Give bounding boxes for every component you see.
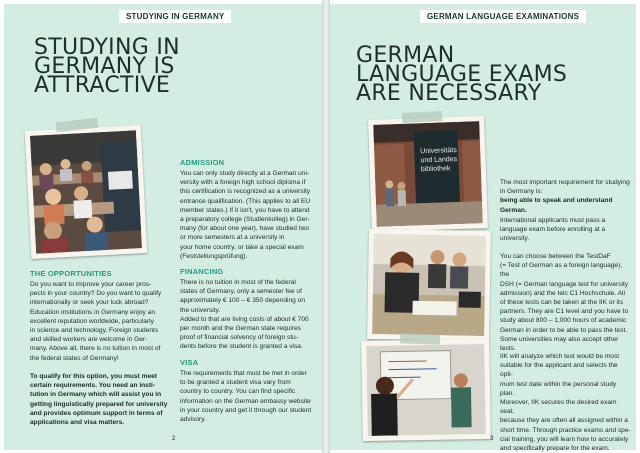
page-number: 2 bbox=[172, 436, 176, 442]
opportunities-heading: THE OPPORTUNITIES bbox=[30, 269, 112, 278]
section-tab: GERMAN LANGUAGE EXAMINATIONS bbox=[420, 10, 586, 23]
students-photo bbox=[367, 229, 491, 341]
svg-text:bibliothek: bibliothek bbox=[420, 165, 451, 174]
book-gutter bbox=[322, 0, 330, 453]
right-page bbox=[330, 4, 636, 453]
page-number: 3 bbox=[490, 436, 494, 442]
opportunities-text: Do you want to improve your career pros- pects in your country? Do you want to qualify internationally or seek your luck abroad? Education institutions in Germany enjoy an excellent reputation worldwide, particularly in science and technology. Foreign students and skilled workers are welcome in Ger- many. Above all, there is no tuition in most of the federal states of Germany! bbox=[30, 281, 162, 362]
classroom-photo bbox=[25, 125, 148, 259]
financing-heading: FINANCING bbox=[180, 267, 224, 276]
whiteboard-photo bbox=[361, 339, 494, 442]
library-photo bbox=[368, 116, 488, 232]
financing-text: There is no tuition in most of the federal states of Germany, only a semester fee of approximately € 100 – € 350 depending on the university. Added to that are living costs of about € 700 per month and the German state requires proof of financial solvency of foreign stu- dents before the student is granted a visa. bbox=[180, 279, 309, 351]
page-title: GERMAN LANGUAGE EXAMS ARE NECESSARY bbox=[356, 43, 568, 106]
qualify-text: To qualify for this option, you must meet certain requirements. You need an insti- tution in Germany which will assist you in getting linguistically prepared for university and provides optimum support in terms of applications and visa matters. bbox=[30, 373, 168, 427]
library-sign-text: Universitäts bbox=[420, 146, 457, 156]
tape bbox=[400, 333, 440, 344]
tape bbox=[402, 111, 442, 123]
section-tab: STUDYING IN GERMANY bbox=[119, 10, 231, 23]
visa-text: The requirements that must be met in order to be granted a student visa vary from country to country. You can find specific information on the German embassy website in your country and get it through our student advisory. bbox=[180, 370, 312, 424]
svg-text:und Landes: und Landes bbox=[420, 155, 458, 165]
page-title: STUDYING IN GERMANY IS ATTRACTIVE bbox=[34, 35, 180, 98]
admission-heading: ADMISSION bbox=[180, 158, 225, 167]
applicants-text: International applicants must pass a language exam before enrolling at a university. bbox=[500, 217, 606, 243]
requirement-emphasis: being able to speak and understand German. bbox=[500, 197, 613, 214]
requirement-text: The most important requirement for studying in Germany is: being able to speak and understand German. bbox=[500, 179, 630, 214]
tests-text: You can choose between the TestDaF (= Test of German as a foreign language), the DSH (= German language test for university admission) and the telc C1 Hochschule. All of these tests can be taken at the IIK or its partners. They are C1 level and you have to study about 800 – 1,000 hours of academic German in order to be able to pass the test. Some universities may also accept other tests. bbox=[500, 253, 629, 353]
left-page bbox=[4, 4, 322, 450]
visa-heading: VISA bbox=[180, 358, 199, 367]
admission-text: You can only study directly at a German uni- versity with a foreign high school diploma if this certification is recognized as a university entrance qualification. (This applies to all EU member states.) If it isn't, you have to attend a preparatory college (Studienkolleg) in Ger- many (for about one year), have studied two or more semesters at a university in your home country, or take a special exam (Feststellungsprüfung). bbox=[180, 170, 311, 260]
iik-analysis-text: IIK will analyze which test would be most suitable for the applicant and selects the opti- mum test date within the personal study plan. Moreover, IIK secures the desired exam seat, because they are often all assigned within a short time. Through practice exams and spe- cial training, you will learn how to accurately and specifically prepare for the exam. bbox=[500, 353, 631, 453]
